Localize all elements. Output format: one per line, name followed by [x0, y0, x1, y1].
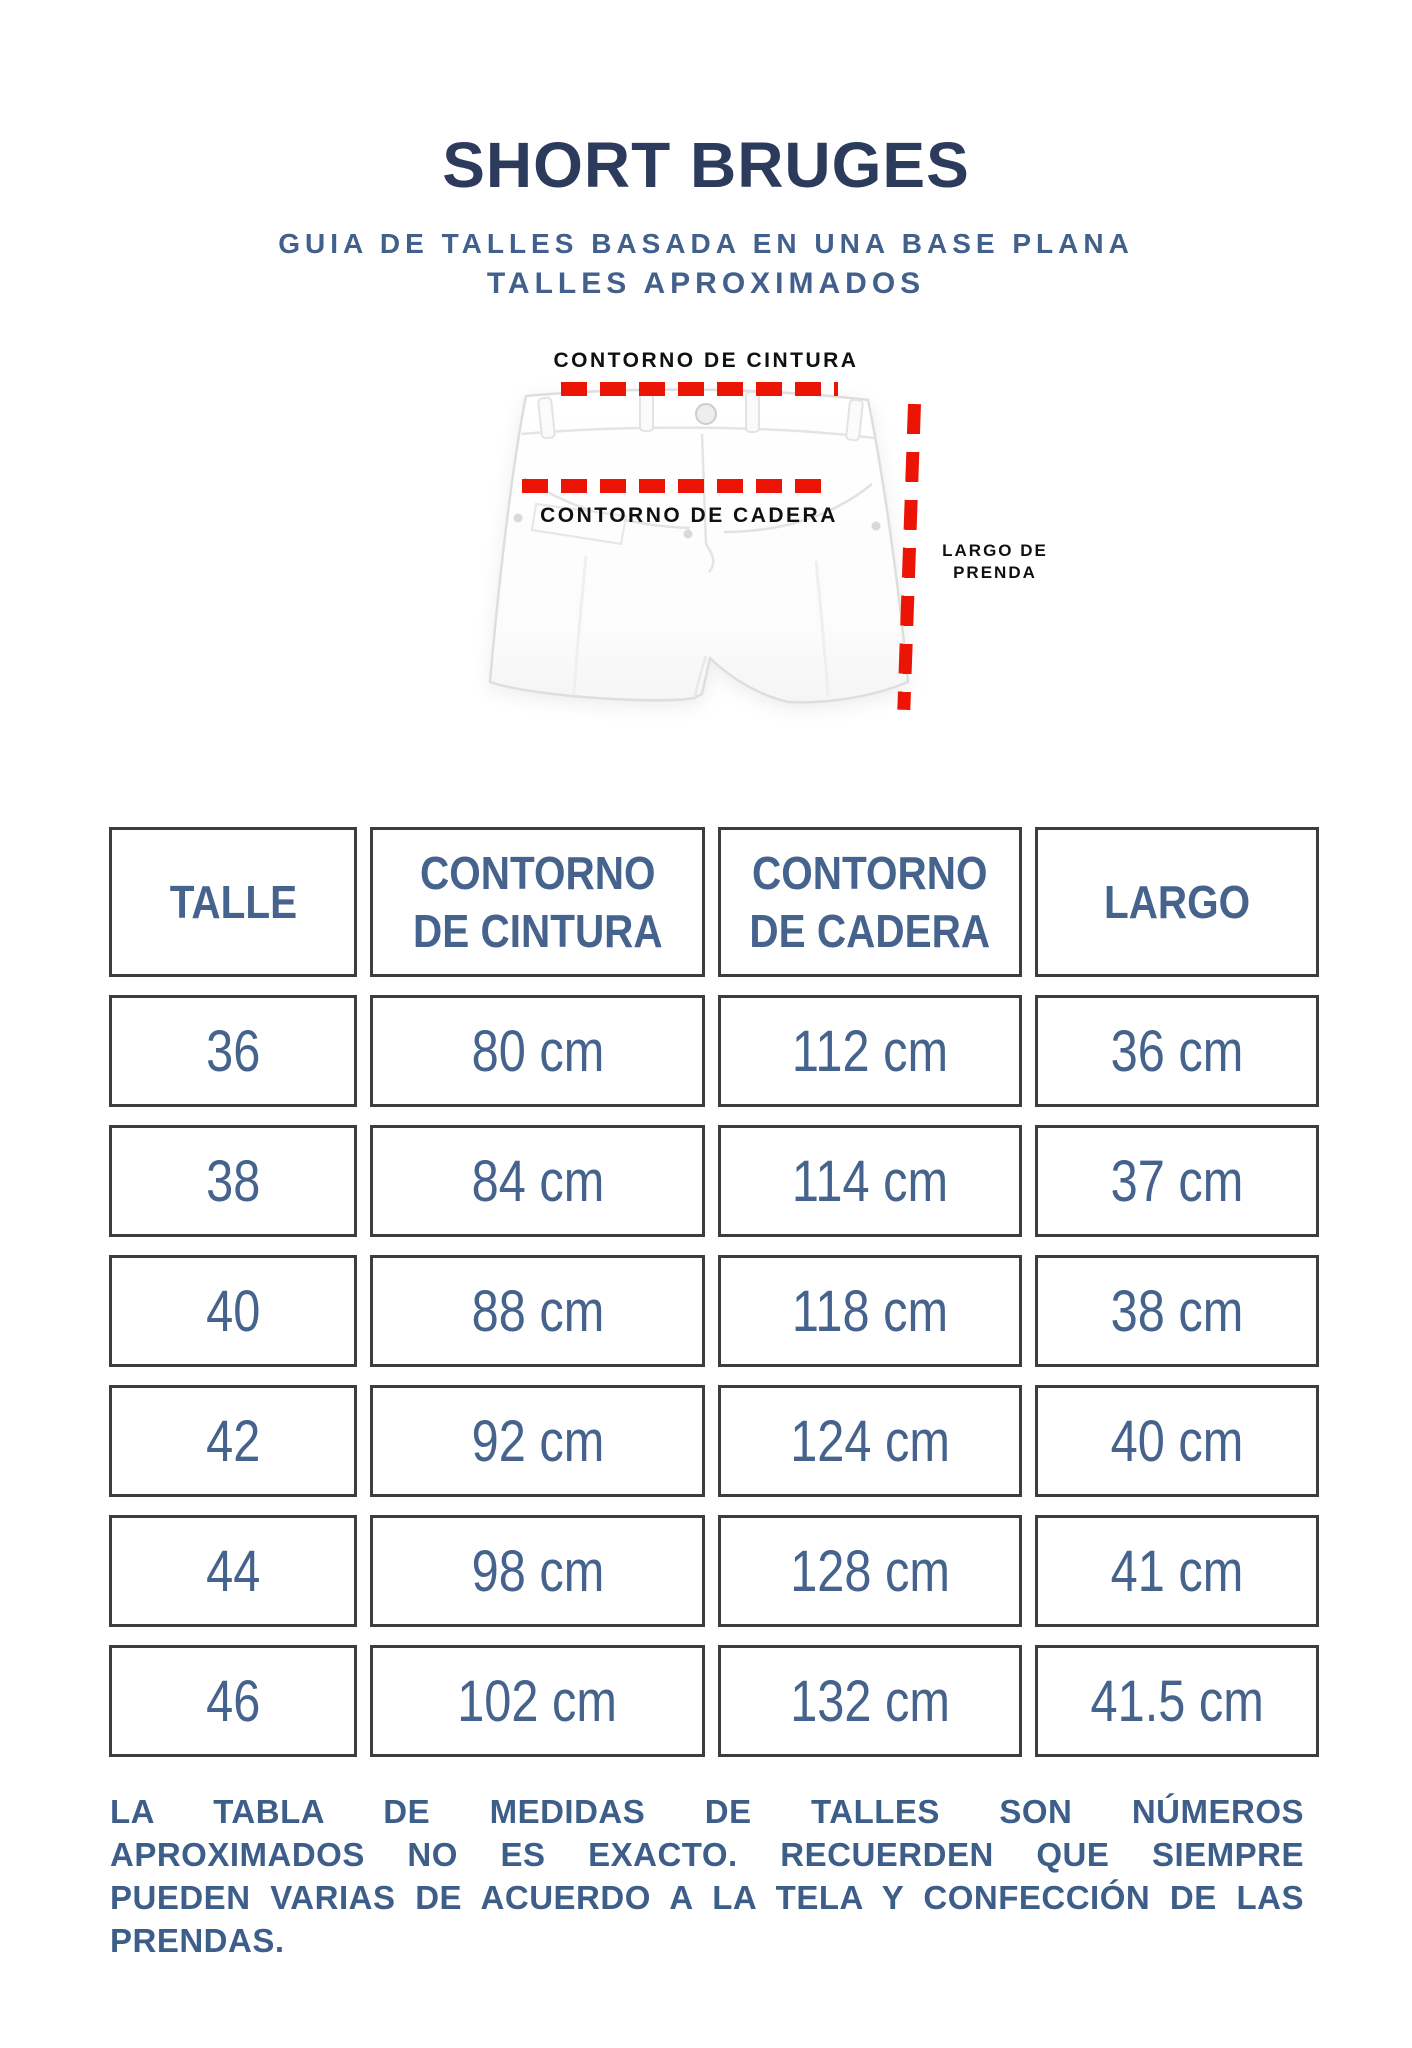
- length-label-line2: PRENDA: [953, 563, 1037, 582]
- header-cell-talle: TALLE: [109, 827, 357, 977]
- table-cell-waist: 98 cm: [370, 1515, 705, 1627]
- table-cell-hip: 118 cm: [718, 1255, 1022, 1367]
- page-title: SHORT BRUGES: [442, 129, 970, 201]
- header-cell-largo: LARGO: [1035, 827, 1319, 977]
- table-cell-hip: 114 cm: [718, 1125, 1022, 1237]
- footer-line: PUEDEN VARIAS DE ACUERDO A LA TELA Y CONFECCIÓN DE LAS: [110, 1879, 1304, 1916]
- table-cell-length: 41.5 cm: [1035, 1645, 1319, 1757]
- length-measure-label: [925, 540, 1065, 584]
- table-cell-waist: 80 cm: [370, 995, 705, 1107]
- length-label-line1: LARGO DE: [942, 541, 1048, 560]
- table-cell-size: 42: [109, 1385, 357, 1497]
- header-cell-contorno-cadera: CONTORNO DE CADERA: [718, 827, 1022, 977]
- table-cell-hip: 132 cm: [718, 1645, 1022, 1757]
- table-cell-hip: 124 cm: [718, 1385, 1022, 1497]
- table-cell-size: 44: [109, 1515, 357, 1627]
- table-cell-size: 40: [109, 1255, 357, 1367]
- table-cell-size: 46: [109, 1645, 357, 1757]
- size-table: [109, 827, 1319, 1757]
- table-cell-hip: 112 cm: [718, 995, 1022, 1107]
- footer-note: [110, 1790, 1304, 1962]
- shorts-button: [696, 404, 716, 424]
- table-cell-length: 37 cm: [1035, 1125, 1319, 1237]
- table-cell-size: 36: [109, 995, 357, 1107]
- header-cell-contorno-cintura: CONTORNO DE CINTURA: [370, 827, 705, 977]
- table-cell-hip: 128 cm: [718, 1515, 1022, 1627]
- waist-dash-line: [561, 382, 838, 396]
- table-cell-length: 38 cm: [1035, 1255, 1319, 1367]
- table-cell-waist: 88 cm: [370, 1255, 705, 1367]
- table-cell-size: 38: [109, 1125, 357, 1237]
- hip-dash-line: [522, 479, 834, 493]
- footer-line: APROXIMADOS NO ES EXACTO. RECUERDEN QUE SIEMPRE: [110, 1836, 1304, 1873]
- table-cell-length: 40 cm: [1035, 1385, 1319, 1497]
- table-cell-waist: 84 cm: [370, 1125, 705, 1237]
- table-cell-length: 41 cm: [1035, 1515, 1319, 1627]
- waist-measure-label: CONTORNO DE CINTURA: [553, 349, 859, 372]
- subtitle-secondary: TALLES APROXIMADOS: [486, 267, 926, 300]
- shorts-image: [478, 386, 918, 716]
- footer-line: PRENDAS.: [110, 1922, 285, 1959]
- hip-measure-label: CONTORNO DE CADERA: [540, 504, 838, 527]
- subtitle-primary: GUIA DE TALLES BASADA EN UNA BASE PLANA: [278, 228, 1134, 259]
- table-cell-waist: 102 cm: [370, 1645, 705, 1757]
- footer-line: LA TABLA DE MEDIDAS DE TALLES SON NÚMEROS: [110, 1793, 1304, 1830]
- table-cell-length: 36 cm: [1035, 995, 1319, 1107]
- table-cell-waist: 92 cm: [370, 1385, 705, 1497]
